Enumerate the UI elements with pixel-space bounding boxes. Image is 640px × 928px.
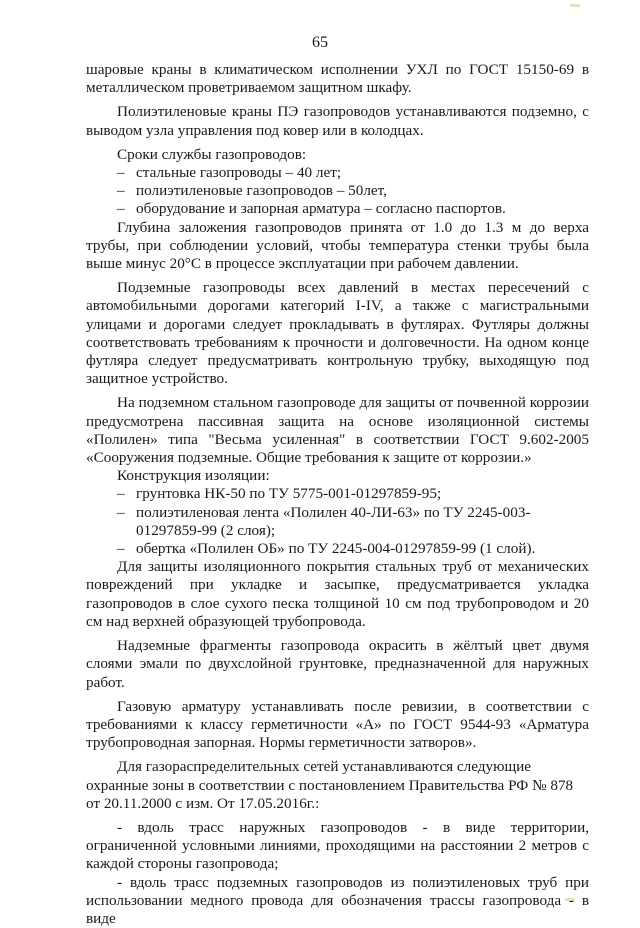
- paragraph: Подземные газопроводы всех давлений в местах пересечений с автомобильными дорогами категорий I-IV, а также с магистральными улицами и дорогами следует прокладывать в футлярах. Футляры должны соответствовать требованиям к прочности и долговечности. На одном конце футляра следует предусматривать контрольную трубку, выходящую под защитное устройство.: [86, 279, 589, 388]
- paragraph: На подземном стальном газопроводе для защиты от почвенной коррозии предусмотрена пассивная защита на основе изоляционной системы «Полилен» типа "Весьма усиленная" в соответствии ГОСТ 9.602-2005 «Сооружения подземные. Общие требования к защите от коррозии.»: [86, 394, 589, 467]
- scan-mark: [570, 4, 580, 7]
- paragraph: Надземные фрагменты газопровода окрасить в жёлтый цвет двумя слоями эмали по двухслойной грунтовке, предназначенной для наружных работ.: [86, 637, 589, 691]
- list-item: – обертка «Полилен ОБ» по ТУ 2245-004-01297859-99 (1 слой).: [86, 540, 589, 558]
- paragraph: - вдоль трасс подземных газопроводов из полиэтиленовых труб при использовании медного провода для обозначения трассы газопровода - в виде: [86, 873, 589, 927]
- list-item: – стальные газопроводы – 40 лет;: [86, 164, 589, 182]
- paragraph: Газовую арматуру устанавливать после ревизии, в соответствии с требованиями к классу герметичности «А» по ГОСТ 9544-93 «Арматура трубопроводная запорная. Нормы герметичности затворов».: [86, 697, 589, 752]
- paragraph: Сроки службы газопроводов:: [117, 145, 307, 163]
- paragraph: Полиэтиленовые краны ПЭ газопроводов устанавливаются подземно, с выводом узла управления под ковер или в колодцах.: [86, 103, 589, 139]
- paragraph: Для защиты изоляционного покрытия стальных труб от механических повреждений при укладке и засыпке, предусматривается укладка газопроводов в слое сухого песка толщиной 10 см под трубопроводом и 20 см над верхней образующей трубопровода.: [86, 558, 589, 630]
- paragraph: Конструкция изоляции:: [117, 467, 270, 485]
- document-body: [86, 61, 589, 928]
- list-item: – полиэтиленовая лента «Полилен 40-ЛИ-63» по ТУ 2245-003-01297859-99 (2 слоя);: [86, 504, 589, 540]
- list-item: – грунтовка НК-50 по ТУ 5775-001-01297859-95;: [86, 485, 589, 503]
- paragraph: - вдоль трасс наружных газопроводов - в виде территории, ограниченной условными линиями, проходящими на расстоянии 2 метров с каждой стороны газопровода;: [86, 818, 589, 873]
- paragraph: Глубина заложения газопроводов принята от 1.0 до 1.3 м до верха трубы, при соблюдении условий, чтобы температура стенки трубы была выше минус 20°С в процессе эксплуатации при рабочем давлении.: [86, 218, 589, 273]
- page-number: 65: [312, 34, 328, 51]
- paragraph: Для газораспределительных сетей устанавливаются следующие охранные зоны в соответствии с постановлением Правительства РФ № 878 от 20.11.2000 с изм. От 17.05.2016г.:: [86, 758, 574, 812]
- list-item: – полиэтиленовые газопроводов – 50лет,: [86, 182, 589, 200]
- paragraph: шаровые краны в климатическом исполнении УХЛ по ГОСТ 15150-69 в металлическом проветриваемом защитном шкафу.: [86, 61, 589, 97]
- list-item: – оборудование и запорная арматура – согласно паспортов.: [86, 200, 589, 218]
